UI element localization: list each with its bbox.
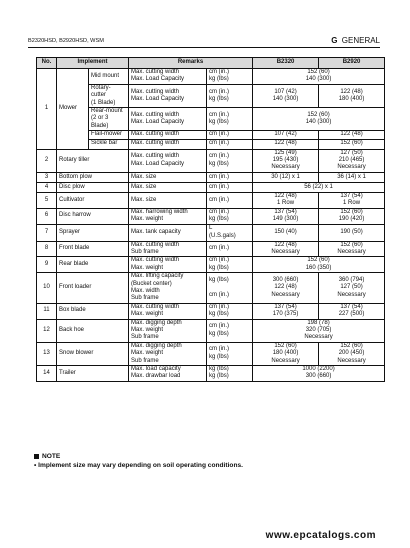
- unit-cell: cm (in.) kg (lbs): [207, 257, 253, 273]
- implement-table: [36, 57, 385, 382]
- remarks-cell: Max. tank capacity: [129, 224, 207, 241]
- remarks-cell: Max. load capacity Max. drawbar load: [129, 366, 207, 382]
- implement-name: Back hoe: [57, 319, 129, 342]
- implement-name: Box blade: [57, 303, 129, 319]
- implement-subtype: Sickle bar: [89, 139, 129, 149]
- remarks-cell: Max. size: [129, 172, 207, 182]
- remarks-cell: Max. cutting width Max. Load Capacity: [129, 149, 207, 172]
- value-b2920: 127 (50) 210 (465) Necessary: [319, 149, 385, 172]
- unit-cell: cm (in.): [207, 182, 253, 192]
- col-remarks: Remarks: [129, 58, 253, 69]
- value-b2320: 152 (60) 180 (400) Necessary: [253, 342, 319, 365]
- row-number: 14: [37, 366, 57, 382]
- value-both-models: 1000 (2200) 300 (660): [253, 366, 385, 382]
- unit-cell: cm (in.): [207, 131, 253, 139]
- value-b2920: 137 (54) 1 Row: [319, 192, 385, 208]
- value-b2920: 122 (48) 180 (400): [319, 84, 385, 107]
- note-square-icon: [34, 454, 39, 459]
- unit-cell: cm (in.) kg (lbs): [207, 303, 253, 319]
- value-both-models: 152 (60) 140 (300): [253, 69, 385, 85]
- value-b2320: 137 (54) 170 (375): [253, 303, 319, 319]
- row-number: 7: [37, 224, 57, 241]
- implement-name: Rear blade: [57, 257, 129, 273]
- value-b2320: 30 (12) x 1: [253, 172, 319, 182]
- value-b2920: 190 (50): [319, 224, 385, 241]
- value-b2920: 152 (60) 200 (450) Necessary: [319, 342, 385, 365]
- implement-name: Bottom plow: [57, 172, 129, 182]
- table-header-row: [37, 58, 385, 69]
- implement-name: Front blade: [57, 241, 129, 257]
- value-b2320: 300 (660) 122 (48) Necessary: [253, 273, 319, 304]
- table-row: [37, 172, 385, 182]
- unit-cell: cm (in.) kg (lbs): [207, 149, 253, 172]
- remarks-cell: Max. cutting width: [129, 131, 207, 139]
- implement-name: Trailer: [57, 366, 129, 382]
- row-number: 13: [37, 342, 57, 365]
- header-doc-code: B2320HSD, B2920HSD, WSM: [28, 38, 104, 44]
- value-b2920: 152 (60) Necessary: [319, 241, 385, 257]
- table-row: [37, 257, 385, 273]
- table-row: [37, 84, 385, 107]
- unit-cell: cm (in.): [207, 241, 253, 257]
- value-b2320: 125 (49) 195 (430) Necessary: [253, 149, 319, 172]
- unit-cell: kg (lbs) cm (in.): [207, 273, 253, 304]
- row-number: 8: [37, 241, 57, 257]
- implement-subtype: Rear-mount (2 or 3 Blade): [89, 108, 129, 131]
- col-b2320: B2320: [253, 58, 319, 69]
- note-section: [34, 452, 243, 470]
- remarks-cell: Max. harrowing width Max. weight: [129, 208, 207, 224]
- unit-cell: cm (in.) kg (lbs): [207, 208, 253, 224]
- value-b2320: 137 (54) 149 (300): [253, 208, 319, 224]
- note-bullet: •: [34, 462, 37, 469]
- value-b2320: 122 (48) Necessary: [253, 241, 319, 257]
- remarks-cell: Max. digging depth Max. weight Sub frame: [129, 342, 207, 365]
- unit-cell: L (U.S.gals): [207, 224, 253, 241]
- remarks-cell: Max. cutting width Sub frame: [129, 241, 207, 257]
- table-row: [37, 319, 385, 342]
- value-both-models: 152 (60) 160 (350): [253, 257, 385, 273]
- value-b2920: 152 (60) 190 (420): [319, 208, 385, 224]
- implement-name: Sprayer: [57, 224, 129, 241]
- value-b2320: 107 (42): [253, 131, 319, 139]
- col-b2920: B2920: [319, 58, 385, 69]
- unit-cell: cm (in.): [207, 139, 253, 149]
- footer-website: www.epcatalogs.com: [265, 530, 376, 541]
- implement-subtype: Mid mount: [89, 69, 129, 85]
- table-row: [37, 366, 385, 382]
- remarks-cell: Max. digging depth Max. weight Sub frame: [129, 319, 207, 342]
- value-b2320: 122 (48): [253, 139, 319, 149]
- table-row: [37, 303, 385, 319]
- row-number: 2: [37, 149, 57, 172]
- table-row: [37, 192, 385, 208]
- remarks-cell: Max. cutting width Max. Load Capacity: [129, 69, 207, 85]
- col-implement: Implement: [57, 58, 129, 69]
- value-b2320: 150 (40): [253, 224, 319, 241]
- note-title: NOTE: [42, 453, 61, 460]
- table-row: [37, 273, 385, 304]
- row-number: 6: [37, 208, 57, 224]
- unit-cell: cm (in.) kg (lbs): [207, 342, 253, 365]
- value-b2320: 122 (48) 1 Row: [253, 192, 319, 208]
- implement-subtype: Flail-mower: [89, 131, 129, 139]
- row-number: 1: [37, 69, 57, 150]
- note-text: Implement size may vary depending on soil operating conditions.: [38, 462, 243, 469]
- remarks-cell: Max. cutting width Max. weight: [129, 303, 207, 319]
- value-both-models: 56 (22) x 1: [253, 182, 385, 192]
- header-rule: [28, 47, 380, 48]
- remarks-cell: Max. cutting width Max. weight: [129, 257, 207, 273]
- unit-cell: cm (in.) kg (lbs): [207, 319, 253, 342]
- value-b2920: 137 (54) 227 (500): [319, 303, 385, 319]
- value-both-models: 198 (78) 320 (705) Necessary: [253, 319, 385, 342]
- row-number: 5: [37, 192, 57, 208]
- implement-name: Disc plow: [57, 182, 129, 192]
- remarks-cell: Max. lifting capacity (Bucket center) Max. width Sub frame: [129, 273, 207, 304]
- row-number: 9: [37, 257, 57, 273]
- implement-name: Rotary tiller: [57, 149, 129, 172]
- remarks-cell: Max. size: [129, 192, 207, 208]
- implement-name: Snow blower: [57, 342, 129, 365]
- unit-cell: cm (in.) kg (lbs): [207, 108, 253, 131]
- table-row: [37, 149, 385, 172]
- table-row: [37, 131, 385, 139]
- implement-name: Front loader: [57, 273, 129, 304]
- implement-name: Cultivator: [57, 192, 129, 208]
- col-no: No.: [37, 58, 57, 69]
- unit-cell: cm (in.) kg (lbs): [207, 84, 253, 107]
- row-number: 11: [37, 303, 57, 319]
- value-b2920: 36 (14) x 1: [319, 172, 385, 182]
- table-row: [37, 139, 385, 149]
- row-number: 3: [37, 172, 57, 182]
- table-row: [37, 342, 385, 365]
- table-row: [37, 241, 385, 257]
- row-number: 10: [37, 273, 57, 304]
- header-section: [331, 36, 380, 45]
- implement-name: Disc harrow: [57, 208, 129, 224]
- implement-name: Mower: [57, 69, 89, 150]
- implement-subtype: Rotary- cutter (1 Blade): [89, 84, 129, 107]
- unit-cell: kg (lbs) kg (lbs): [207, 366, 253, 382]
- row-number: 12: [37, 319, 57, 342]
- value-b2920: 122 (48): [319, 131, 385, 139]
- table-row: [37, 208, 385, 224]
- header-title: GENERAL: [341, 36, 380, 45]
- value-both-models: 152 (60) 140 (300): [253, 108, 385, 131]
- remarks-cell: Max. size: [129, 182, 207, 192]
- unit-cell: cm (in.): [207, 192, 253, 208]
- value-b2920: 152 (60): [319, 139, 385, 149]
- header-letter: G: [331, 36, 338, 45]
- remarks-cell: Max. cutting width Max. Load Capacity: [129, 108, 207, 131]
- table-row: [37, 108, 385, 131]
- unit-cell: cm (in.): [207, 172, 253, 182]
- remarks-cell: Max. cutting width Max. Load Capacity: [129, 84, 207, 107]
- table-row: [37, 182, 385, 192]
- value-b2920: 360 (794) 127 (50) Necessary: [319, 273, 385, 304]
- table-row: [37, 69, 385, 85]
- remarks-cell: Max. cutting width: [129, 139, 207, 149]
- table-row: [37, 224, 385, 241]
- row-number: 4: [37, 182, 57, 192]
- value-b2320: 107 (42) 140 (300): [253, 84, 319, 107]
- unit-cell: cm (in.) kg (lbs): [207, 69, 253, 85]
